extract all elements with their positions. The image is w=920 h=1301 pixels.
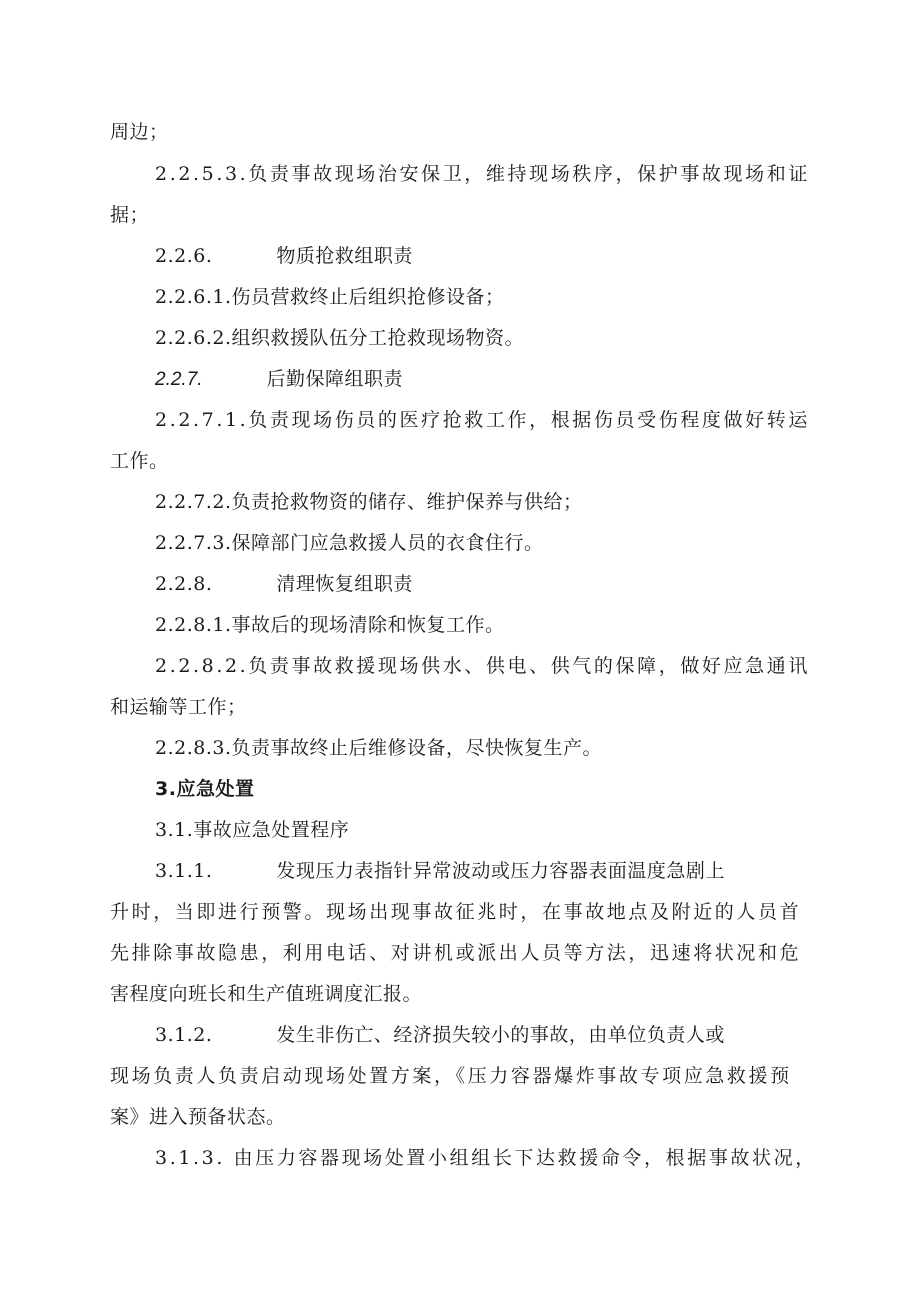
text-line: 工作。 bbox=[110, 450, 169, 472]
subsection-heading: 3.1.事故应急处置程序 bbox=[155, 819, 350, 841]
text-line: 2.2.7.2.负责抢救物资的储存、维护保养与供给； bbox=[155, 491, 583, 513]
text-line: 和运输等工作； bbox=[110, 696, 247, 718]
text-line bbox=[155, 858, 725, 884]
text-line: 先排除事故隐患，利用电话、对讲机或派出人员等方法，迅速将状况和危 bbox=[110, 942, 802, 964]
section-number: 2.2.8. bbox=[155, 573, 213, 595]
section-title: 物质抢救组职责 bbox=[276, 245, 413, 267]
chapter-heading: 3.应急处置 bbox=[155, 778, 255, 800]
section-heading bbox=[155, 366, 403, 393]
text-line: 害程度向班长和生产值班调度汇报。 bbox=[110, 983, 423, 1005]
text-line: 现场负责人负责启动现场处置方案，《压力容器爆炸事故专项应急救援预 bbox=[110, 1065, 792, 1087]
text-line: 2.2.8.2.负责事故救援现场供水、供电、供气的保障，做好应急通讯 bbox=[155, 655, 810, 677]
text-line: 案》进入预备状态。 bbox=[110, 1106, 286, 1128]
text-line: 2.2.8.1.事故后的现场清除和恢复工作。 bbox=[155, 614, 505, 636]
text-line: 升时，当即进行预警。现场出现事故征兆时，在事故地点及附近的人员首 bbox=[110, 901, 802, 923]
text-line: 2.2.5.3.负责事故现场治安保卫，维持现场秩序，保护事故现场和证 bbox=[155, 163, 810, 185]
item-number: 3.1.1. bbox=[155, 860, 213, 882]
text-line: 2.2.6.1.伤员营救终止后组织抢修设备； bbox=[155, 286, 505, 308]
text-line: 据； bbox=[110, 204, 150, 226]
section-heading bbox=[155, 243, 413, 269]
section-title: 后勤保障组职责 bbox=[266, 368, 404, 390]
section-number: 2.2.6. bbox=[155, 245, 213, 267]
item-text: 发现压力表指针异常波动或压力容器表面温度急剧上 bbox=[276, 860, 725, 882]
text-line: 2.2.7.3.保障部门应急救援人员的衣食住行。 bbox=[155, 532, 544, 554]
section-title: 清理恢复组职责 bbox=[276, 573, 413, 595]
text-line: 2.2.6.2.组织救援队伍分工抢救现场物资。 bbox=[155, 327, 525, 349]
text-line: 2.2.8.3.负责事故终止后维修设备，尽快恢复生产。 bbox=[155, 737, 603, 759]
item-number: 3.1.2. bbox=[155, 1024, 213, 1046]
section-number: 2.2.7. bbox=[155, 369, 203, 390]
text-line: 3.1.3. 由压力容器现场处置小组组长下达救援命令，根据事故状况， bbox=[155, 1147, 817, 1169]
text-line: 2.2.7.1.负责现场伤员的医疗抢救工作，根据伤员受伤程度做好转运 bbox=[155, 409, 810, 431]
text-line bbox=[155, 1022, 725, 1048]
item-text: 发生非伤亡、经济损失较小的事故，由单位负责人或 bbox=[276, 1024, 725, 1046]
text-line: 周边； bbox=[110, 121, 169, 143]
section-heading bbox=[155, 571, 413, 597]
